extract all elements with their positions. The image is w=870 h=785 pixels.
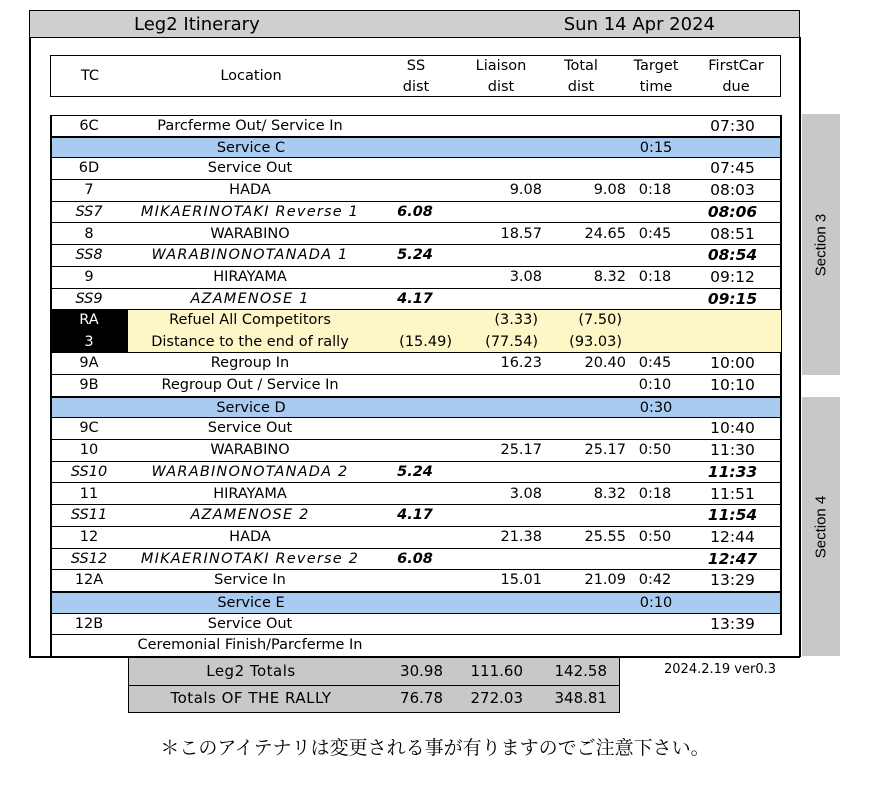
row-tc: 12 (79, 528, 99, 545)
row-tc: 9B (79, 377, 99, 393)
leg-totals-liaison: 111.60 (470, 662, 523, 680)
row-total-dist (542, 289, 626, 310)
row-ss-dist (372, 116, 458, 137)
row-location: Regroup Out / Service In (161, 377, 339, 393)
table-row (50, 484, 781, 506)
header-liaison-line1: Liaison (475, 58, 527, 74)
row-target-time: 0:18 (638, 268, 672, 285)
row-liaison-dist: 16.23 (500, 355, 542, 372)
row-ss-dist (372, 375, 458, 396)
header-target-line2: time (639, 79, 673, 95)
refuel-line (50, 310, 781, 332)
row-tc: 12A (74, 572, 104, 589)
row-ss-dist (373, 398, 459, 419)
row-location: AZAMENOSE 1 (190, 290, 310, 307)
row-total-dist (542, 245, 626, 266)
service-row (50, 397, 781, 419)
row-total-dist (542, 418, 626, 439)
header-ss-dist (373, 56, 459, 98)
row-location: Service In (214, 572, 286, 589)
stage-row (50, 245, 781, 267)
row-location: AZAMENOSE 2 (190, 507, 310, 524)
row-ss-dist (372, 418, 458, 439)
row-ss-dist: 5.24 (397, 463, 433, 480)
header-ss-line2: dist (402, 79, 430, 95)
row-liaison-dist (458, 245, 542, 266)
row-ss-dist: 5.24 (397, 247, 433, 264)
version-label: 2024.2.19 ver0.3 (664, 662, 777, 677)
row-tc: SS11 (70, 507, 108, 524)
row-liaison-dist (458, 375, 542, 396)
row-first-car-due: 13:29 (710, 571, 755, 590)
row-tc: SS9 (75, 290, 103, 307)
row-total-dist (542, 202, 626, 223)
refuel-total: (7.50) (578, 312, 622, 328)
row-total-dist (542, 549, 626, 570)
header-first-car-line1: FirstCar (708, 58, 764, 74)
row-first-car-due: 08:51 (710, 224, 755, 243)
row-first-car-due: 08:54 (707, 246, 758, 265)
row-total-dist (543, 593, 627, 614)
row-total-dist: 21.09 (584, 572, 626, 589)
table-row (50, 158, 781, 180)
rally-totals-ss: 76.78 (400, 689, 443, 707)
table-left-border (50, 115, 52, 657)
table-row (50, 375, 781, 397)
row-ss-dist (372, 267, 458, 288)
row-tc: 10 (79, 442, 99, 459)
row-liaison-dist: 3.08 (509, 268, 542, 285)
header-liaison-dist (459, 56, 543, 98)
stage-row (50, 289, 781, 311)
leg-totals-total: 142.58 (554, 662, 607, 680)
row-tc: SS8 (75, 247, 103, 264)
totals-box (128, 657, 620, 713)
rally-totals-liaison: 272.03 (470, 689, 523, 707)
row-total-dist: 25.55 (584, 528, 626, 545)
row-first-car-due: 11:33 (707, 462, 758, 481)
row-ss-dist (372, 158, 458, 179)
distance-to-end-line (50, 332, 781, 354)
row-first-car-due: 10:00 (710, 354, 755, 373)
row-total-dist (543, 398, 627, 419)
service-row (50, 592, 781, 614)
row-first-car-due: 09:12 (710, 267, 755, 286)
row-total-dist (542, 462, 626, 483)
table-right-border (780, 115, 782, 635)
distance-to-end-liaison: (77.54) (485, 333, 538, 350)
row-first-car-due: 13:39 (710, 614, 755, 633)
row-location: Service Out (207, 160, 293, 177)
rally-totals-row (129, 685, 619, 712)
row-target-time: 0:42 (638, 572, 672, 589)
row-first-car-due (685, 138, 782, 159)
row-ss-dist: 6.08 (397, 203, 433, 220)
row-location: MIKAERINOTAKI Reverse 1 (140, 203, 360, 220)
row-liaison-dist (459, 398, 543, 419)
row-first-car-due: 09:15 (707, 289, 758, 308)
row-ss-dist (372, 180, 458, 201)
row-liaison-dist: 21.38 (500, 528, 542, 545)
row-tc: 9A (79, 355, 99, 372)
row-total-dist: 20.40 (584, 355, 626, 372)
header-first-car-due (693, 56, 779, 98)
row-first-car-due: 10:10 (710, 376, 755, 394)
row-tc: 11 (79, 485, 99, 502)
row-liaison-dist: 18.57 (500, 225, 542, 242)
row-total-dist: 24.65 (584, 225, 626, 242)
header-total-line1: Total (564, 58, 598, 74)
row-ss-dist: 6.08 (397, 550, 433, 567)
row-total-dist: 8.32 (593, 268, 626, 285)
row-tc: SS12 (70, 550, 108, 567)
row-liaison-dist (459, 593, 543, 614)
row-total-dist: 25.17 (584, 442, 626, 459)
row-ss-dist (372, 570, 458, 591)
row-first-car-due: 11:54 (707, 506, 758, 525)
table-row (50, 570, 781, 592)
row-tc (51, 398, 129, 419)
row-total-dist (542, 116, 626, 137)
table-row (50, 115, 781, 137)
table-row (50, 267, 781, 289)
row-liaison-dist (458, 505, 542, 526)
row-location: HADA (229, 182, 271, 199)
table-row (50, 614, 781, 636)
row-target-time (626, 202, 684, 223)
row-location: Service Out (207, 420, 293, 437)
refuel-text: Refuel All Competitors (169, 312, 331, 328)
row-target-time (626, 158, 684, 179)
row-ss-dist: 4.17 (397, 290, 433, 307)
row-ss-dist (373, 138, 459, 159)
leg-totals-label: Leg2 Totals (206, 662, 296, 680)
row-first-car-due: 11:51 (710, 484, 755, 503)
row-tc: 6C (79, 118, 99, 134)
row-location: HIRAYAMA (213, 485, 287, 502)
header-liaison-line2: dist (487, 79, 515, 95)
section-4-tab (802, 397, 840, 656)
stage-row (50, 549, 781, 571)
row-first-car-due: 12:47 (707, 549, 758, 568)
stage-row (50, 462, 781, 484)
frame-left-border (29, 37, 31, 657)
row-location: MIKAERINOTAKI Reverse 2 (140, 550, 360, 567)
row-location: Service D (216, 399, 286, 416)
row-ss-dist (373, 593, 459, 614)
row-target-time: 0:50 (638, 442, 672, 459)
table-row (50, 440, 781, 462)
refuel-area-label: RA (79, 312, 99, 328)
row-location: Regroup In (210, 355, 290, 372)
row-liaison-dist (459, 138, 543, 159)
frame-right-border (799, 37, 801, 657)
row-location: Service E (217, 595, 285, 611)
row-first-car-due: 10:40 (710, 419, 755, 438)
row-target-time (626, 418, 684, 439)
row-first-car-due: 07:30 (710, 117, 755, 135)
row-location: WARABINO (210, 225, 290, 242)
row-target-time: 0:10 (638, 377, 672, 393)
row-total-dist (542, 375, 626, 396)
row-ss-dist (372, 614, 458, 635)
row-liaison-dist (458, 614, 542, 635)
row-target-time (626, 289, 684, 310)
leg-totals-row (129, 658, 619, 686)
service-row (50, 137, 781, 159)
row-target-time (626, 505, 684, 526)
row-location: Ceremonial Finish/Parcferme In (137, 637, 363, 654)
section-4-label: Section 4 (812, 495, 830, 558)
row-liaison-dist (458, 202, 542, 223)
distance-to-end-ss: (15.49) (399, 333, 452, 350)
row-tc: 9C (79, 420, 99, 437)
row-target-time: 0:10 (639, 595, 673, 611)
row-first-car-due: 08:06 (707, 202, 758, 221)
row-ss-dist (372, 353, 458, 374)
page-title: Leg2 Itinerary (134, 14, 260, 35)
row-target-time (626, 245, 684, 266)
row-ss-dist (372, 635, 458, 656)
row-total-dist (542, 614, 626, 635)
row-target-time (626, 614, 684, 635)
row-location: WARABINONOTANADA 1 (151, 247, 349, 264)
notice-text: ＊このアイテナリは変更される事が有りますのでご注意下さい。 (160, 737, 710, 759)
row-liaison-dist: 9.08 (509, 182, 542, 199)
row-tc (51, 593, 129, 614)
header-ss-line1: SS (406, 58, 426, 74)
row-total-dist (542, 505, 626, 526)
row-tc: 12B (74, 615, 104, 632)
table-row (50, 635, 781, 657)
row-first-car-due: 08:03 (710, 181, 755, 200)
row-liaison-dist (458, 549, 542, 570)
table-row (50, 527, 781, 549)
row-target-time: 0:30 (639, 399, 673, 416)
header-tc: TC (80, 68, 100, 84)
row-first-car-due (685, 593, 782, 614)
row-target-time: 0:18 (638, 485, 672, 502)
rally-totals-total: 348.81 (554, 689, 607, 707)
itinerary-date: Sun 14 Apr 2024 (563, 14, 715, 35)
row-liaison-dist (458, 158, 542, 179)
row-total-dist (542, 635, 626, 656)
table-header (50, 55, 781, 97)
row-ss-dist: 4.17 (397, 507, 433, 524)
row-tc: 7 (84, 182, 94, 199)
row-location: HIRAYAMA (213, 268, 287, 285)
row-total-dist: 9.08 (593, 182, 626, 199)
table-row (50, 180, 781, 202)
row-location: Parcferme Out/ Service In (157, 118, 343, 134)
row-location: Service Out (207, 615, 293, 632)
section-3-label: Section 3 (812, 213, 830, 276)
table-row (50, 353, 781, 375)
row-ss-dist (372, 224, 458, 245)
rally-totals-label: Totals OF THE RALLY (170, 689, 332, 707)
leg-totals-ss: 30.98 (400, 662, 443, 680)
title-bar (29, 10, 800, 38)
row-liaison-dist: 25.17 (500, 442, 542, 459)
row-tc: 8 (84, 225, 94, 242)
row-liaison-dist (458, 289, 542, 310)
row-liaison-dist: 3.08 (509, 485, 542, 502)
row-target-time (626, 549, 684, 570)
row-ss-dist (372, 527, 458, 548)
row-target-time: 0:45 (638, 225, 672, 242)
row-total-dist (543, 138, 627, 159)
table-row (50, 224, 781, 246)
row-target-time: 0:18 (638, 182, 672, 199)
header-total-dist (543, 56, 619, 98)
stage-row (50, 202, 781, 224)
row-liaison-dist (458, 635, 542, 656)
row-target-time (626, 462, 684, 483)
row-tc (51, 138, 129, 159)
row-target-time: 0:15 (639, 139, 673, 156)
row-tc: SS10 (70, 463, 108, 480)
row-location: WARABINO (210, 442, 290, 459)
row-ss-dist (372, 484, 458, 505)
distance-to-end-text: Distance to the end of rally (151, 333, 349, 350)
row-total-dist (542, 158, 626, 179)
row-target-time (626, 116, 684, 137)
row-first-car-due (684, 635, 781, 656)
row-target-time (626, 635, 684, 656)
row-location: HADA (229, 528, 271, 545)
stage-row (50, 505, 781, 527)
refuel-area-number: 3 (84, 333, 94, 350)
table-row (50, 418, 781, 440)
refuel-liaison: (3.33) (494, 312, 538, 328)
row-location: Service C (216, 139, 286, 156)
row-target-time: 0:45 (638, 355, 672, 372)
header-target-line1: Target (633, 58, 679, 74)
row-tc (50, 635, 128, 656)
row-tc: 9 (84, 268, 94, 285)
row-total-dist: 8.32 (593, 485, 626, 502)
row-first-car-due (685, 398, 782, 419)
row-first-car-due: 11:30 (710, 441, 755, 460)
row-first-car-due: 07:45 (710, 159, 755, 178)
row-liaison-dist: 15.01 (500, 572, 542, 589)
distance-to-end-total: (93.03) (569, 333, 622, 350)
row-ss-dist (372, 440, 458, 461)
header-target-time (619, 56, 693, 98)
header-first-car-line2: due (722, 79, 750, 95)
row-liaison-dist (458, 462, 542, 483)
row-liaison-dist (458, 116, 542, 137)
header-location: Location (220, 68, 282, 84)
row-target-time: 0:50 (638, 528, 672, 545)
row-first-car-due: 12:44 (710, 527, 755, 546)
row-tc: SS7 (75, 203, 103, 220)
header-total-line2: dist (567, 79, 595, 95)
row-tc: 6D (78, 160, 100, 177)
row-liaison-dist (458, 418, 542, 439)
refuel-block (50, 310, 781, 353)
section-3-tab (802, 114, 840, 375)
row-location: WARABINONOTANADA 2 (151, 463, 349, 480)
